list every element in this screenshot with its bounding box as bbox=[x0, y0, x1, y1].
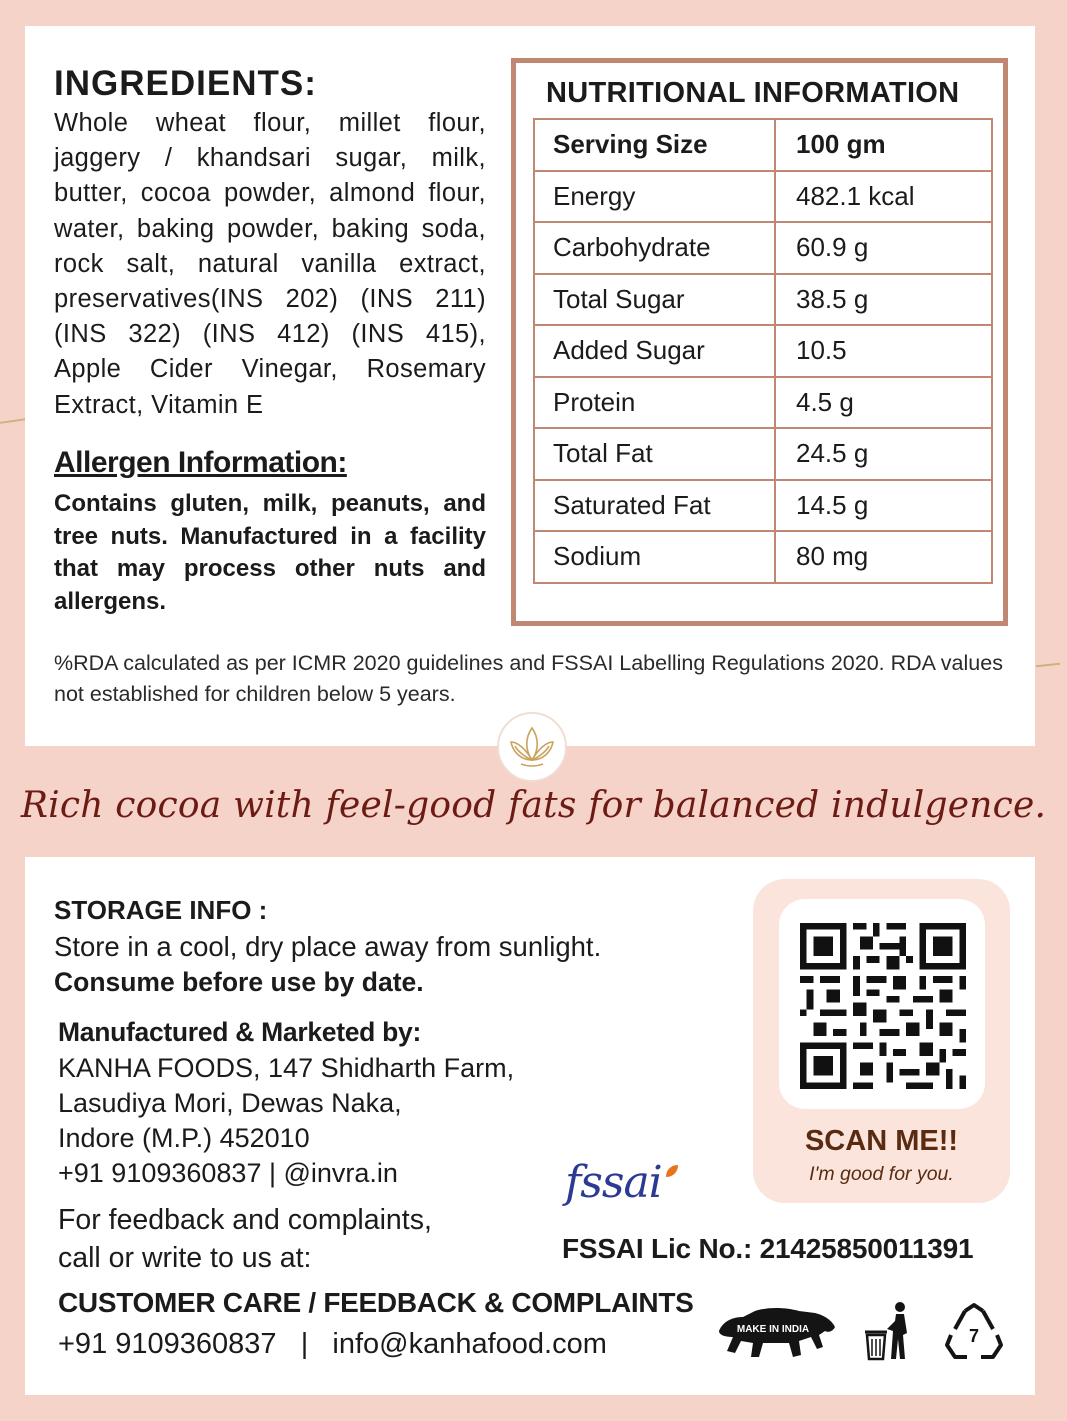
table-row bbox=[534, 119, 992, 171]
decor-gold-line-right bbox=[1036, 663, 1060, 667]
qr-code-icon[interactable] bbox=[800, 923, 966, 1089]
address-line: Indore (M.P.) 452010 bbox=[58, 1123, 310, 1153]
nutrition-title: NUTRITIONAL INFORMATION bbox=[546, 77, 960, 109]
ingredients-title: INGREDIENTS: bbox=[54, 64, 317, 103]
address-line: Lasudiya Mori, Dewas Naka, bbox=[58, 1088, 402, 1118]
table-row bbox=[534, 325, 992, 377]
make-in-india-lion-icon bbox=[715, 1301, 839, 1365]
fssai-license-number: FSSAI Lic No.: 21425850011391 bbox=[562, 1233, 974, 1264]
allergen-title: Allergen Information: bbox=[54, 446, 347, 479]
fssai-logo: fssai bbox=[565, 1157, 662, 1208]
lotus-logo-badge bbox=[497, 712, 567, 782]
nutrient-label: Total Fat bbox=[534, 428, 775, 480]
recycle-icon bbox=[941, 1301, 1007, 1363]
manufacturer-address bbox=[58, 1051, 514, 1191]
allergen-text: Contains gluten, milk, peanuts, and tree nuts. Manufactured in a facility that may process other nuts and allergens. bbox=[54, 490, 486, 615]
table-row bbox=[534, 222, 992, 274]
feedback-text bbox=[58, 1201, 432, 1277]
top-panel bbox=[25, 26, 1035, 746]
nutrient-label: Added Sugar bbox=[534, 325, 775, 377]
make-in-india-label: MAKE IN INDIA bbox=[736, 1324, 810, 1335]
address-line: KANHA FOODS, 147 Shidharth Farm, bbox=[58, 1053, 515, 1083]
lotus-icon bbox=[499, 714, 565, 780]
scan-me-title: SCAN ME!! bbox=[804, 1125, 959, 1157]
recycle-code: 7 bbox=[968, 1326, 980, 1346]
table-row bbox=[534, 274, 992, 326]
nutrient-value: 24.5 g bbox=[775, 428, 992, 480]
nutrient-value: 100 gm bbox=[775, 119, 992, 171]
table-row bbox=[534, 377, 992, 429]
nutrient-label: Energy bbox=[534, 171, 775, 223]
nutrient-label: Sodium bbox=[534, 531, 775, 583]
table-row bbox=[534, 171, 992, 223]
customer-care-contact: +91 9109360837 | info@kanhafood.com bbox=[58, 1328, 607, 1360]
nutrient-label: Total Sugar bbox=[534, 274, 775, 326]
nutrient-value: 14.5 g bbox=[775, 480, 992, 532]
nutrient-label: Protein bbox=[534, 377, 775, 429]
nutrient-value: 60.9 g bbox=[775, 222, 992, 274]
table-row bbox=[534, 531, 992, 583]
storage-title: STORAGE INFO : bbox=[54, 895, 268, 925]
nutrient-value: 10.5 bbox=[775, 325, 992, 377]
customer-care-title: CUSTOMER CARE / FEEDBACK & COMPLAINTS bbox=[58, 1287, 694, 1318]
qr-code-frame bbox=[779, 899, 985, 1109]
nutrient-value: 80 mg bbox=[775, 531, 992, 583]
manufacturer-title: Manufactured & Marketed by: bbox=[58, 1017, 421, 1047]
table-row bbox=[534, 480, 992, 532]
ingredients-text: Whole wheat flour, millet flour, jaggery / khandsari sugar, milk, butter, cocoa powder, almond flour, water, baking powder, baking soda, rock salt, natural vanilla extract, preservatives(INS 202) (INS 211) (INS 322) (INS 412) (INS 415), Apple Cider Vinegar, Rosemary Extract, Vitamin E bbox=[54, 109, 486, 419]
storage-consume-note: Consume before use by date. bbox=[54, 967, 424, 997]
nutrition-table bbox=[533, 118, 993, 584]
nutrient-label: Carbohydrate bbox=[534, 222, 775, 274]
contact-line: +91 9109360837 | @invra.in bbox=[58, 1158, 398, 1188]
storage-instruction: Store in a cool, dry place away from sunlight. bbox=[54, 931, 602, 962]
fssai-leaf-icon bbox=[664, 1163, 680, 1179]
scan-me-subtitle: I'm good for you. bbox=[809, 1163, 954, 1185]
decor-gold-line-left bbox=[0, 418, 26, 424]
rda-note: %RDA calculated as per ICMR 2020 guidelines and FSSAI Labelling Regulations 2020. RDA values not established for children below 5 years. bbox=[54, 651, 1003, 706]
bottom-panel bbox=[25, 857, 1035, 1395]
dispose-in-bin-icon bbox=[863, 1299, 915, 1363]
tagline: Rich cocoa with feel-good fats for balanced indulgence. bbox=[20, 785, 1047, 826]
nutrient-label: Serving Size bbox=[534, 119, 775, 171]
nutrient-value: 482.1 kcal bbox=[775, 171, 992, 223]
feedback-line: For feedback and complaints, bbox=[58, 1204, 432, 1236]
feedback-line: call or write to us at: bbox=[58, 1242, 312, 1274]
nutrient-label: Saturated Fat bbox=[534, 480, 775, 532]
nutrient-value: 4.5 g bbox=[775, 377, 992, 429]
nutrition-box bbox=[511, 58, 1008, 626]
qr-card[interactable] bbox=[753, 879, 1010, 1203]
table-row bbox=[534, 428, 992, 480]
nutrient-value: 38.5 g bbox=[775, 274, 992, 326]
